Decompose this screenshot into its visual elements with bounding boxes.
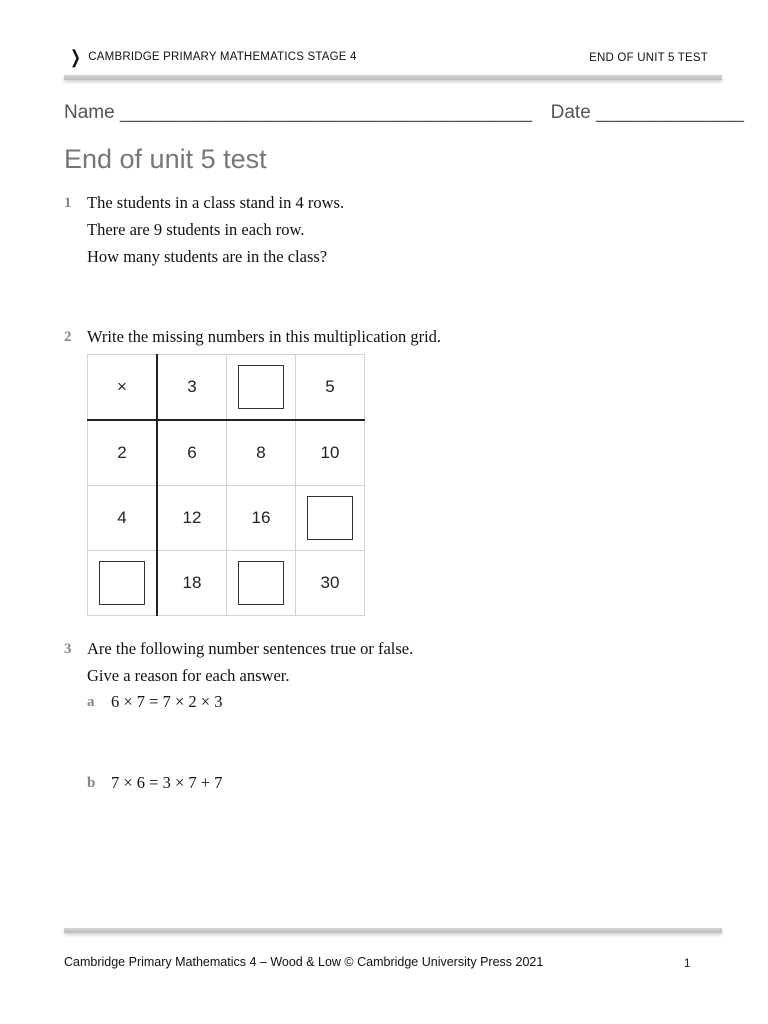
grid-cell-2-0: 4 <box>88 486 158 551</box>
grid-cell-2-3 <box>296 486 365 551</box>
question-3-line-2: Give a reason for each answer. <box>87 666 290 685</box>
question-2-text: Write the missing numbers in this multiplication grid. <box>87 327 442 346</box>
page-number: 1 <box>684 958 691 970</box>
date-label: Date <box>550 102 591 123</box>
header-rule <box>64 75 722 80</box>
footer-copyright: Cambridge Primary Mathematics 4 – Wood & Low © Cambridge University Press 2021 <box>64 955 544 969</box>
grid-cell-1-2: 8 <box>227 420 296 486</box>
question-1-number: 1 <box>64 195 72 211</box>
grid-cell-1-0: 2 <box>88 420 158 486</box>
grid-cell-3-2 <box>227 551 296 616</box>
grid-cell-2-1: 12 <box>157 486 227 551</box>
name-blank[interactable]: _______________________________________ <box>119 102 533 123</box>
grid-cell-0-1: 3 <box>157 355 227 421</box>
page-title: End of unit 5 test <box>64 144 267 174</box>
question-3-line-1: Are the following number sentences true or false. <box>87 639 414 658</box>
answer-box[interactable] <box>238 561 284 605</box>
grid-cell-0-3: 5 <box>296 355 365 421</box>
answer-box[interactable] <box>238 365 284 409</box>
header-test-title: END OF UNIT 5 TEST <box>589 52 708 64</box>
grid-cell-2-2: 16 <box>227 486 296 551</box>
question-3a-text: 6 × 7 = 7 × 2 × 3 <box>111 692 223 711</box>
question-3b-text: 7 × 6 = 3 × 7 + 7 <box>111 773 223 792</box>
question-1-line-1: The students in a class stand in 4 rows. <box>87 193 345 212</box>
grid-cell-1-3: 10 <box>296 420 365 486</box>
header-series-title: CAMBRIDGE PRIMARY MATHEMATICS STAGE 4 <box>88 51 357 63</box>
question-2-number: 2 <box>64 329 72 345</box>
grid-cell-0-0: × <box>88 355 158 421</box>
grid-cell-1-1: 6 <box>157 420 227 486</box>
question-1-line-2: There are 9 students in each row. <box>87 220 305 239</box>
running-header-left <box>68 47 357 67</box>
question-3-number: 3 <box>64 641 72 657</box>
answer-box[interactable] <box>99 561 145 605</box>
grid-cell-3-3: 30 <box>296 551 365 616</box>
date-blank[interactable]: ______________ <box>596 102 744 123</box>
question-3a-label: a <box>87 694 95 710</box>
grid-cell-3-0 <box>88 551 158 616</box>
name-label: Name <box>64 102 115 123</box>
grid-cell-0-2 <box>227 355 296 421</box>
question-1-line-3: How many students are in the class? <box>87 247 328 266</box>
footer-rule <box>64 928 722 933</box>
name-date-row <box>64 102 744 124</box>
multiplication-grid <box>87 354 365 616</box>
chevron-right-icon: ❯ <box>70 47 82 67</box>
grid-cell-3-1: 18 <box>157 551 227 616</box>
answer-box[interactable] <box>307 496 353 540</box>
question-3b-label: b <box>87 775 96 791</box>
